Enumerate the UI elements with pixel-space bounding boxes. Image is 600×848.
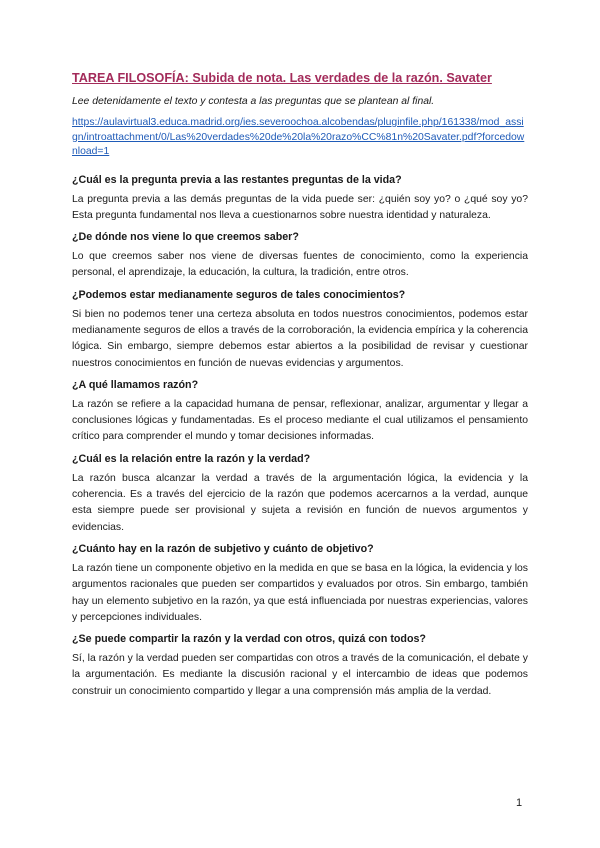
- qa-section: [72, 378, 528, 446]
- qa-section: [72, 288, 528, 372]
- source-link[interactable]: https://aulavirtual3.educa.madrid.org/ies.severoochoa.alcobendas/pluginfile.php/161338/mod_assign/introattachment/0/Las%20verdades%20de%20la%20razo%CC%81n%20Savater.pdf?forcedownload=1: [72, 117, 525, 157]
- question-7: ¿Se puede compartir la razón y la verdad con otros, quizá con todos?: [72, 633, 426, 646]
- answer-1: La pregunta previa a las demás preguntas de la vida puede ser: ¿quién soy yo? o ¿qué soy yo? Esta pregunta fundamental nos lleva a cuestionarnos sobre nuestra identidad y naturaleza.: [72, 193, 528, 221]
- answer-2: Lo que creemos saber nos viene de diversas fuentes de conocimiento, como la experiencia personal, el aprendizaje, la educación, la cultura, la tradición, entre otros.: [72, 251, 528, 279]
- qa-section: [72, 173, 528, 225]
- question-6: ¿Cuánto hay en la razón de subjetivo y cuánto de objetivo?: [72, 542, 374, 555]
- answer-3: Si bien no podemos tener una certeza absoluta en todos nuestros conocimientos, podemos estar medianamente seguros de ellos a través de la corroboración, la evidencia empírica y la coherencia lógica. Sin embargo, siempre debemos estar abiertos a la posibilidad de revisar y cuestionar nuestros conocimientos en función de nuevas evidencias y argumentos.: [72, 308, 528, 369]
- question-2: ¿De dónde nos viene lo que creemos saber?: [72, 231, 299, 244]
- instructions: Lee detenidamente el texto y contesta a las preguntas que se plantean al final.: [72, 96, 435, 107]
- page-number: 1: [516, 797, 523, 809]
- answer-5: La razón busca alcanzar la verdad a través de la argumentación lógica, la evidencia y la coherencia. Es a través del ejercicio de la razón que podemos acercarnos a la verdad, aunque esta siempre puede ser provisional y sujeta a revisión en función de nuevos argumentos y evidencias.: [72, 472, 528, 533]
- question-3: ¿Podemos estar medianamente seguros de tales conocimientos?: [72, 288, 406, 301]
- question-4: ¿A qué llamamos razón?: [72, 378, 199, 391]
- qa-section: [72, 632, 528, 700]
- document-page: [72, 70, 528, 706]
- answer-7: Sí, la razón y la verdad pueden ser compartidas con otros a través de la comunicación, el debate y la argumentación. Es mediante la discusión racional y el intercambio de ideas que podemos construir un conocimiento compartido y llegar a una comprensión más amplia de la verdad.: [72, 653, 528, 697]
- answer-6: La razón tiene un componente objetivo en la medida en que se basa en la lógica, la evidencia y los argumentos racionales que pueden ser compartidos y evaluados por otros. Sin embargo, también hay un elemento subjetivo en la razón, ya que está influenciada por nuestras experiencias, valores y percepciones individuales.: [72, 562, 528, 623]
- answer-4: La razón se refiere a la capacidad humana de pensar, reflexionar, analizar, argumentar y llegar a conclusiones lógicas y fundamentadas. Es el proceso mediante el cual utilizamos el pensamiento crítico para comprender el mundo y tomar decisiones informadas.: [72, 398, 528, 443]
- page-title: TAREA FILOSOFÍA: Subida de nota. Las verdades de la razón. Savater: [72, 71, 492, 85]
- qa-section: [72, 230, 528, 282]
- qa-section: [72, 452, 528, 536]
- qa-section: [72, 542, 528, 626]
- question-1: ¿Cuál es la pregunta previa a las restantes preguntas de la vida?: [72, 173, 402, 186]
- question-5: ¿Cuál es la relación entre la razón y la verdad?: [72, 452, 311, 465]
